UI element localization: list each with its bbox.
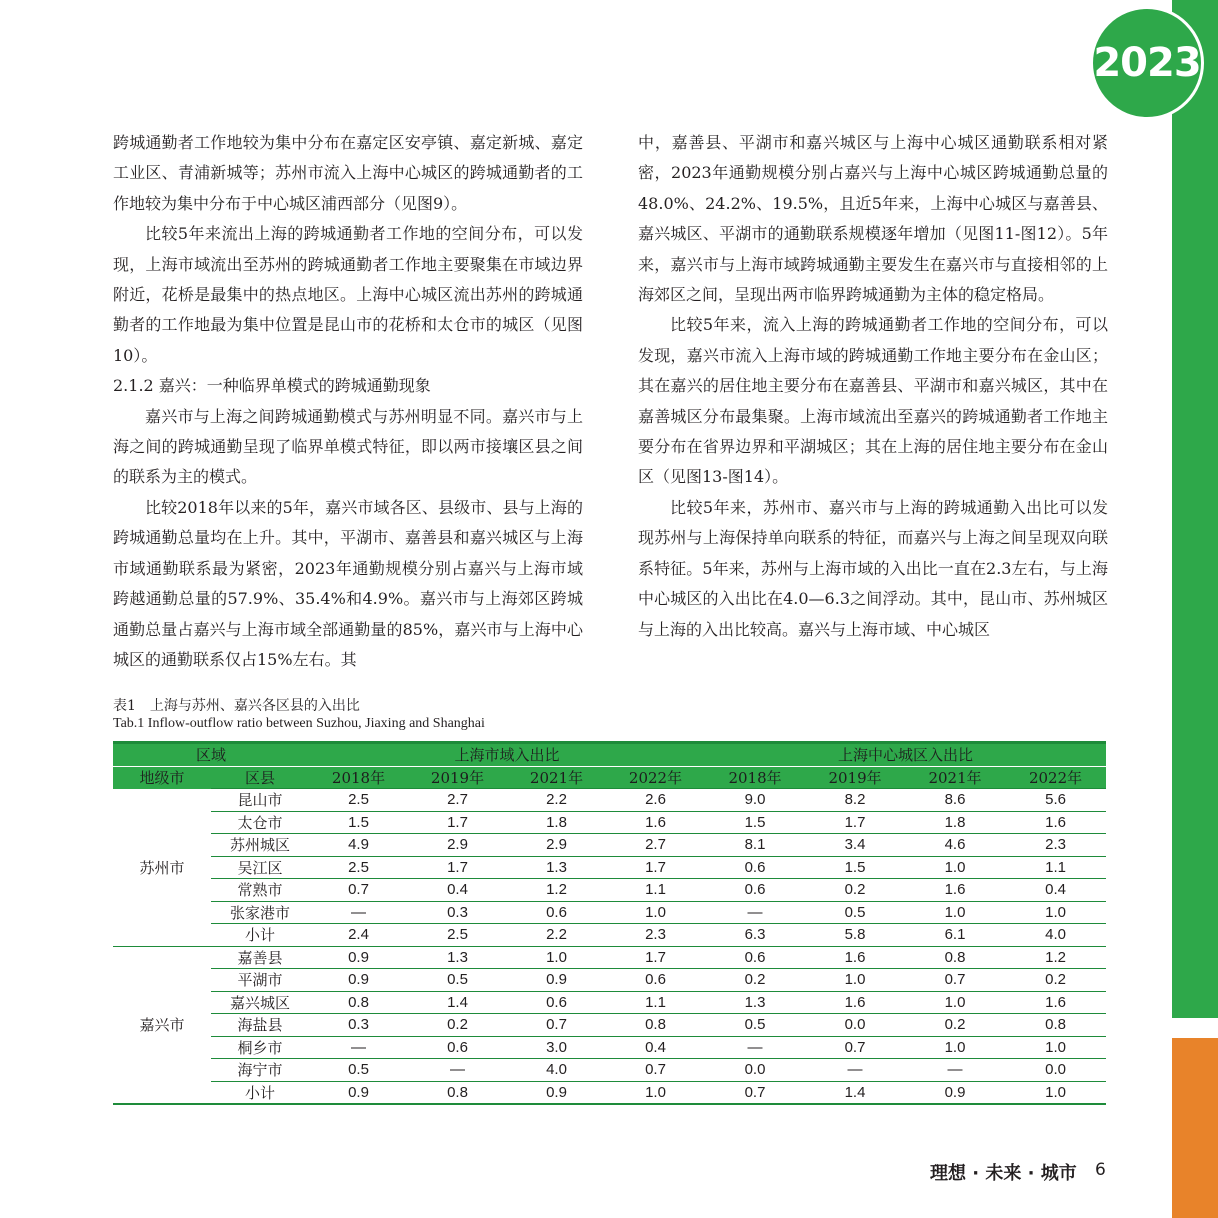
value-cell: 0.5 [705, 1014, 805, 1037]
value-cell: 0.4 [1005, 879, 1106, 902]
value-cell: 1.0 [606, 1081, 705, 1104]
header-year: 2022年 [1005, 766, 1106, 789]
table-row [113, 969, 1106, 992]
header-year: 2019年 [805, 766, 905, 789]
header-year: 2021年 [507, 766, 606, 789]
header-year: 2021年 [905, 766, 1005, 789]
value-cell: 2.7 [408, 789, 507, 812]
value-cell: 2.2 [507, 924, 606, 947]
value-cell: 5.8 [805, 924, 905, 947]
value-cell: 6.1 [905, 924, 1005, 947]
district-cell: 海盐县 [211, 1014, 309, 1037]
value-cell: 8.2 [805, 789, 905, 812]
table-row [113, 901, 1106, 924]
value-cell: 2.3 [606, 924, 705, 947]
value-cell: 0.6 [705, 879, 805, 902]
value-cell: 0.3 [309, 1014, 408, 1037]
table-row [113, 789, 1106, 812]
value-cell: 5.6 [1005, 789, 1106, 812]
table-row [113, 1081, 1106, 1104]
value-cell: 2.7 [606, 834, 705, 857]
side-bar-green [1172, 0, 1218, 1018]
value-cell: 0.2 [408, 1014, 507, 1037]
paragraph: 比较5年来，苏州市、嘉兴市与上海的跨城通勤入出比可以发现苏州与上海保持单向联系的特征，而嘉兴与上海之间呈现双向联系特征。5年来，苏州与上海市域的入出比一直在2.3左右，与上海中心城区的入出比在4.0—6.3之间浮动。其中，昆山市、苏州城区与上海的入出比较高。嘉兴与上海市域、中心城区 [638, 497, 1108, 639]
left-column [113, 128, 583, 675]
value-cell: 4.9 [309, 834, 408, 857]
value-cell: — [309, 901, 408, 924]
value-cell: 4.6 [905, 834, 1005, 857]
district-cell: 太仓市 [211, 811, 309, 834]
value-cell: — [705, 1036, 805, 1059]
table-row [113, 811, 1106, 834]
value-cell: 0.9 [507, 1081, 606, 1104]
value-cell: 0.8 [905, 946, 1005, 969]
value-cell: 3.0 [507, 1036, 606, 1059]
value-cell: 1.7 [606, 856, 705, 879]
value-cell: 0.7 [705, 1081, 805, 1104]
district-cell: 苏州城区 [211, 834, 309, 857]
value-cell: 0.9 [309, 969, 408, 992]
value-cell: 1.0 [1005, 901, 1106, 924]
value-cell: 1.6 [606, 811, 705, 834]
district-cell: 昆山市 [211, 789, 309, 812]
header-region: 区域 [113, 743, 309, 767]
value-cell: 0.9 [507, 969, 606, 992]
value-cell: — [705, 901, 805, 924]
value-cell: 1.3 [507, 856, 606, 879]
paragraph: 跨城通勤者工作地较为集中分布在嘉定区安亭镇、嘉定新城、嘉定工业区、青浦新城等；苏州市流入上海中心城区的跨城通勤者的工作地较为集中分布于中心城区浦西部分（见图9）。 [113, 133, 583, 213]
section-heading: 2.1.2 嘉兴：一种临界单模式的跨城通勤现象 [113, 376, 431, 396]
value-cell: 1.5 [805, 856, 905, 879]
value-cell: 1.6 [905, 879, 1005, 902]
district-cell: 小计 [211, 1081, 309, 1104]
value-cell: 2.5 [309, 856, 408, 879]
value-cell: 2.5 [309, 789, 408, 812]
city-cell: 苏州市 [139, 858, 185, 877]
value-cell: 3.4 [805, 834, 905, 857]
value-cell: 0.8 [1005, 1014, 1106, 1037]
value-cell: 1.5 [705, 811, 805, 834]
city-cell: 嘉兴市 [113, 946, 211, 1104]
value-cell: 1.6 [1005, 811, 1106, 834]
value-cell: 0.7 [606, 1059, 705, 1082]
district-cell: 海宁市 [211, 1059, 309, 1082]
table-row [113, 834, 1106, 857]
value-cell: 1.1 [606, 879, 705, 902]
value-cell: 0.2 [1005, 969, 1106, 992]
table-caption-en: Tab.1 Inflow-outflow ratio between Suzhou, Jiaxing and Shanghai [113, 716, 485, 731]
table-row [113, 1036, 1106, 1059]
value-cell: 1.0 [606, 901, 705, 924]
footer-title: 理想 · 未来 · 城市 [930, 1163, 1077, 1184]
value-cell: 1.2 [507, 879, 606, 902]
value-cell: 2.9 [507, 834, 606, 857]
right-column [638, 128, 1108, 645]
value-cell: 0.9 [905, 1081, 1005, 1104]
header-year: 2019年 [408, 766, 507, 789]
value-cell: 0.8 [606, 1014, 705, 1037]
value-cell: 0.2 [905, 1014, 1005, 1037]
value-cell: 1.0 [805, 969, 905, 992]
value-cell: 1.3 [408, 946, 507, 969]
value-cell: — [905, 1059, 1005, 1082]
value-cell: 1.4 [805, 1081, 905, 1104]
value-cell: 1.2 [1005, 946, 1106, 969]
value-cell: 8.6 [905, 789, 1005, 812]
value-cell: 0.5 [309, 1059, 408, 1082]
table-row [113, 991, 1106, 1014]
value-cell: 1.8 [507, 811, 606, 834]
value-cell: 0.7 [905, 969, 1005, 992]
district-cell: 嘉兴城区 [211, 991, 309, 1014]
value-cell: 0.4 [408, 879, 507, 902]
value-cell: 1.5 [309, 811, 408, 834]
header-metro-ratio: 上海市域入出比 [309, 743, 705, 767]
value-cell: 2.6 [606, 789, 705, 812]
value-cell: 0.6 [606, 969, 705, 992]
header-year: 2018年 [705, 766, 805, 789]
value-cell: 0.6 [705, 946, 805, 969]
value-cell: 0.6 [408, 1036, 507, 1059]
value-cell: 1.0 [905, 901, 1005, 924]
value-cell: 8.1 [705, 834, 805, 857]
value-cell: 2.9 [408, 834, 507, 857]
value-cell: 1.1 [606, 991, 705, 1014]
table-row [113, 924, 1106, 947]
table-row [113, 1014, 1106, 1037]
district-cell: 张家港市 [211, 901, 309, 924]
value-cell: 1.0 [905, 1036, 1005, 1059]
value-cell: 1.8 [905, 811, 1005, 834]
district-cell: 吴江区 [211, 856, 309, 879]
value-cell: 0.2 [705, 969, 805, 992]
value-cell: 1.6 [1005, 991, 1106, 1014]
value-cell: 0.7 [309, 879, 408, 902]
value-cell: 1.0 [905, 856, 1005, 879]
table-row [113, 1059, 1106, 1082]
value-cell: 0.6 [507, 901, 606, 924]
value-cell: 1.7 [805, 811, 905, 834]
year-badge: 2023 [1090, 6, 1204, 120]
value-cell: 1.7 [408, 856, 507, 879]
district-cell: 小计 [211, 924, 309, 947]
paragraph: 嘉兴市与上海之间跨城通勤模式与苏州明显不同。嘉兴市与上海之间的跨城通勤呈现了临界单模式特征，即以两市接壤区县之间的联系为主的模式。 [113, 406, 583, 487]
value-cell: 1.0 [1005, 1081, 1106, 1104]
value-cell: 0.0 [705, 1059, 805, 1082]
paragraph: 比较5年来流出上海的跨城通勤者工作地的空间分布，可以发现，上海市域流出至苏州的跨城通勤者工作地主要聚集在市域边界附近，花桥是最集中的热点地区。上海中心城区流出苏州的跨城通勤者的工作地最为集中位置是昆山市的花桥和太仓市的城区（见图10）。 [113, 224, 583, 365]
value-cell: 6.3 [705, 924, 805, 947]
value-cell: 0.2 [805, 879, 905, 902]
value-cell: 9.0 [705, 789, 805, 812]
header-city: 地级市 [113, 766, 211, 789]
value-cell: 0.4 [606, 1036, 705, 1059]
value-cell: 1.0 [1005, 1036, 1106, 1059]
value-cell: 1.0 [507, 946, 606, 969]
value-cell: 0.6 [705, 856, 805, 879]
header-year: 2018年 [309, 766, 408, 789]
header-year: 2022年 [606, 766, 705, 789]
value-cell: 1.4 [408, 991, 507, 1014]
page-number: 6 [1095, 1160, 1106, 1180]
header-center-ratio: 上海中心城区入出比 [705, 743, 1106, 767]
value-cell: 0.5 [805, 901, 905, 924]
value-cell: 1.0 [905, 991, 1005, 1014]
paragraph: 比较5年来，流入上海的跨城通勤者工作地的空间分布，可以发现，嘉兴市流入上海市域的跨城通勤工作地主要分布在金山区；其在嘉兴的居住地主要分布在嘉善县、平湖市和嘉兴城区，其中在嘉善城区分布最集聚。上海市域流出至嘉兴的跨城通勤者工作地主要分布在省界边界和平湖城区；其在上海的居住地主要分布在金山区（见图13-图14）。 [638, 315, 1108, 487]
value-cell: 2.5 [408, 924, 507, 947]
district-cell: 平湖市 [211, 969, 309, 992]
ratio-table [113, 741, 1106, 1105]
value-cell: 0.0 [1005, 1059, 1106, 1082]
value-cell: 1.7 [606, 946, 705, 969]
value-cell: 0.5 [408, 969, 507, 992]
value-cell: 0.0 [805, 1014, 905, 1037]
value-cell: — [309, 1036, 408, 1059]
table-row [113, 879, 1106, 902]
table-row [113, 946, 1106, 969]
value-cell: 1.6 [805, 991, 905, 1014]
paragraph: 中，嘉善县、平湖市和嘉兴城区与上海中心城区通勤联系相对紧密，2023年通勤规模分别占嘉兴与上海中心城区跨城通勤总量的48.0%、24.2%、19.5%，且近5年来，上海中心城区与嘉善县、嘉兴城区、平湖市的通勤联系规模逐年增加（见图11-图12）。5年来，嘉兴市与上海市域跨城通勤主要发生在嘉兴市与直接相邻的上海郊区之间，呈现出两市临界跨城通勤为主体的稳定格局。 [638, 133, 1108, 305]
value-cell: 0.6 [507, 991, 606, 1014]
value-cell: 0.9 [309, 946, 408, 969]
value-cell: 1.7 [408, 811, 507, 834]
value-cell: 0.8 [408, 1081, 507, 1104]
value-cell: 0.7 [507, 1014, 606, 1037]
value-cell: — [408, 1059, 507, 1082]
value-cell: 2.3 [1005, 834, 1106, 857]
paragraph: 比较2018年以来的5年，嘉兴市域各区、县级市、县与上海的跨城通勤总量均在上升。其中，平湖市、嘉善县和嘉兴城区与上海市域通勤联系最为紧密，2023年通勤规模分别占嘉兴与上海市域跨越通勤总量的57.9%、35.4%和4.9%。嘉兴市与上海郊区跨城通勤总量占嘉兴与上海市域全部通勤量的85%，嘉兴市与上海中心城区的通勤联系仅占15%左右。其 [113, 497, 583, 669]
header-district: 区县 [211, 766, 309, 789]
value-cell: — [805, 1059, 905, 1082]
value-cell: 1.6 [805, 946, 905, 969]
table-caption-cn: 表1 上海与苏州、嘉兴各区县的入出比 [113, 698, 360, 714]
value-cell: 0.3 [408, 901, 507, 924]
value-cell: 2.4 [309, 924, 408, 947]
district-cell: 常熟市 [211, 879, 309, 902]
side-bar-orange [1172, 1038, 1218, 1218]
value-cell: 0.8 [309, 991, 408, 1014]
table-row [113, 856, 1106, 879]
district-cell: 桐乡市 [211, 1036, 309, 1059]
value-cell: 4.0 [507, 1059, 606, 1082]
value-cell: 0.9 [309, 1081, 408, 1104]
value-cell: 1.3 [705, 991, 805, 1014]
value-cell: 0.7 [805, 1036, 905, 1059]
value-cell: 1.1 [1005, 856, 1106, 879]
district-cell: 嘉善县 [211, 946, 309, 969]
value-cell: 4.0 [1005, 924, 1106, 947]
value-cell: 2.2 [507, 789, 606, 812]
